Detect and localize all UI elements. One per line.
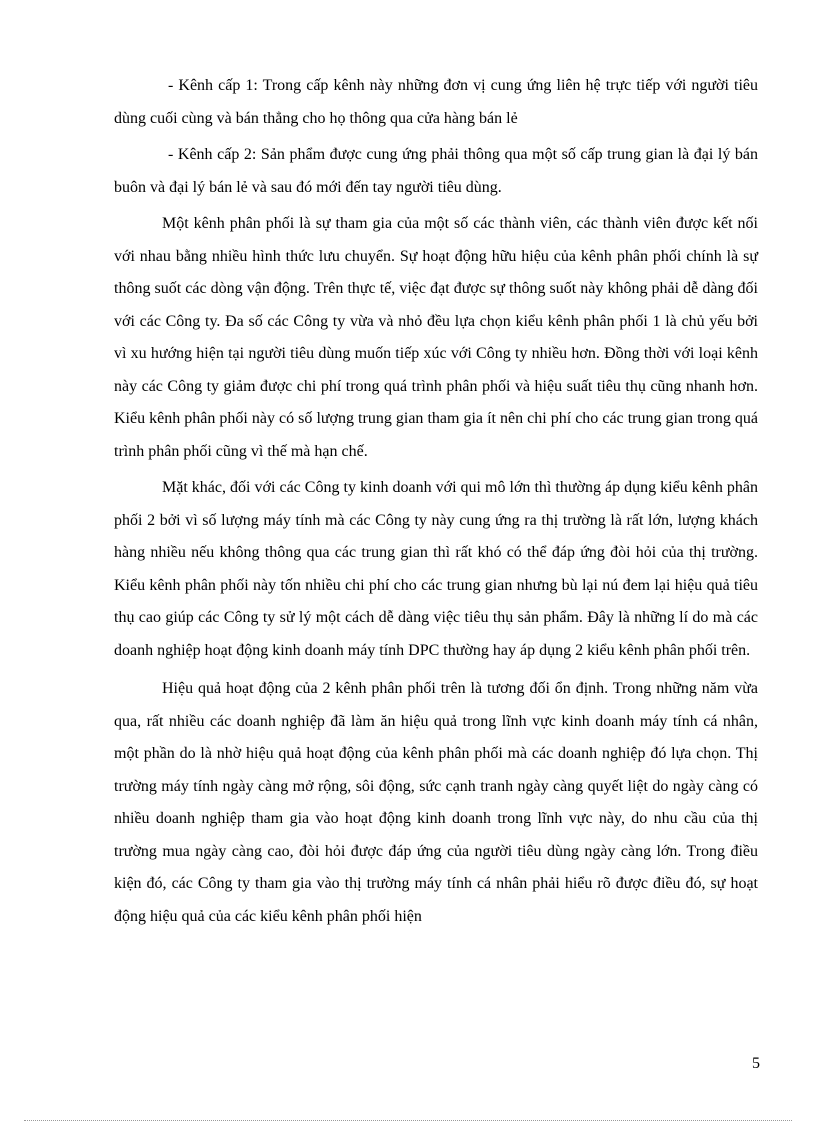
paragraph-channel-efficiency: Hiệu quả hoạt động của 2 kênh phân phối trên là tương đối ổn định. Trong những năm vừa qua, rất nhiều các doanh nghiệp đã làm ăn hiệu quả trong lĩnh vực kinh doanh máy tính cá nhân, một phần do là nhờ hiệu quả hoạt động của kênh phân phối mà các doanh nghiệp đó lựa chọn. Thị trường máy tính ngày càng mở rộng, sôi động, sức cạnh tranh ngày càng quyết liệt do ngày càng có nhiều doanh nghiệp tham gia vào hoạt động kinh doanh trong lĩnh vực này, do nhu cầu của thị trường mua ngày càng cao, đòi hỏi được đáp ứng của người tiêu dùng ngày càng lớn. Trong điều kiện đó, các Công ty tham gia vào thị trường máy tính cá nhân phải hiểu rõ được điều đó, sự hoạt động hiệu quả của các kiểu kênh phân phối hiện [114,680,758,925]
paragraph-distribution-channel: Một kênh phân phối là sự tham gia của một số các thành viên, các thành viên được kết nối với nhau bằng nhiều hình thức lưu chuyển. Sự hoạt động hữu hiệu của kênh phân phối chính là sự thông suốt các dòng vận động. Trên thực tế, việc đạt được sự thông suốt này không phải dễ dàng đối với các Công ty. Đa số các Công ty vừa và nhỏ đều lựa chọn kiểu kênh phân phối 1 là chủ yếu bởi vì xu hướng hiện tại người tiêu dùng muốn tiếp xúc với Công ty nhiều hơn. Đồng thời với loại kênh này các Công ty giảm được chi phí trong quá trình phân phối và hiệu suất tiêu thụ cũng nhanh hơn. Kiểu kênh phân phối này có số lượng trung gian tham gia ít nên chi phí cho các trung gian trong quá trình phân phối cũng vì thế mà hạn chế. [114,215,758,460]
page-body [114,70,758,937]
page-bottom-divider [24,1120,792,1121]
paragraph-large-companies: Mặt khác, đối với các Công ty kinh doanh với qui mô lớn thì thường áp dụng kiểu kênh phân phối 2 bởi vì số lượng máy tính mà các Công ty này cung ứng ra thị trường là rất lớn, lượng khách hàng nhiều nếu không thông qua các trung gian thì rất khó có thể đáp ứng đòi hỏi của thị trường. Kiểu kênh phân phối này tốn nhiều chi phí cho các trung gian nhưng bù lại nú đem lại hiệu quả tiêu thụ cao giúp các Công ty sử lý một cách dễ dàng việc tiêu thụ sản phẩm. Đây là những lí do mà các doanh nghiệp hoạt động kinh doanh máy tính DPC thường hay áp dụng 2 kiểu kênh phân phối trên. [114,479,758,659]
paragraph-channel-level-1: - Kênh cấp 1: Trong cấp kênh này những đơn vị cung ứng liên hệ trực tiếp với người tiêu dùng cuối cùng và bán thẳng cho họ thông qua cửa hàng bán lẻ [114,77,758,127]
page-number: 5 [752,1055,760,1072]
paragraph-channel-level-2: - Kênh cấp 2: Sản phẩm được cung ứng phải thông qua một số cấp trung gian là đại lý bán buôn và đại lý bán lẻ và sau đó mới đến tay người tiêu dùng. [114,146,758,196]
